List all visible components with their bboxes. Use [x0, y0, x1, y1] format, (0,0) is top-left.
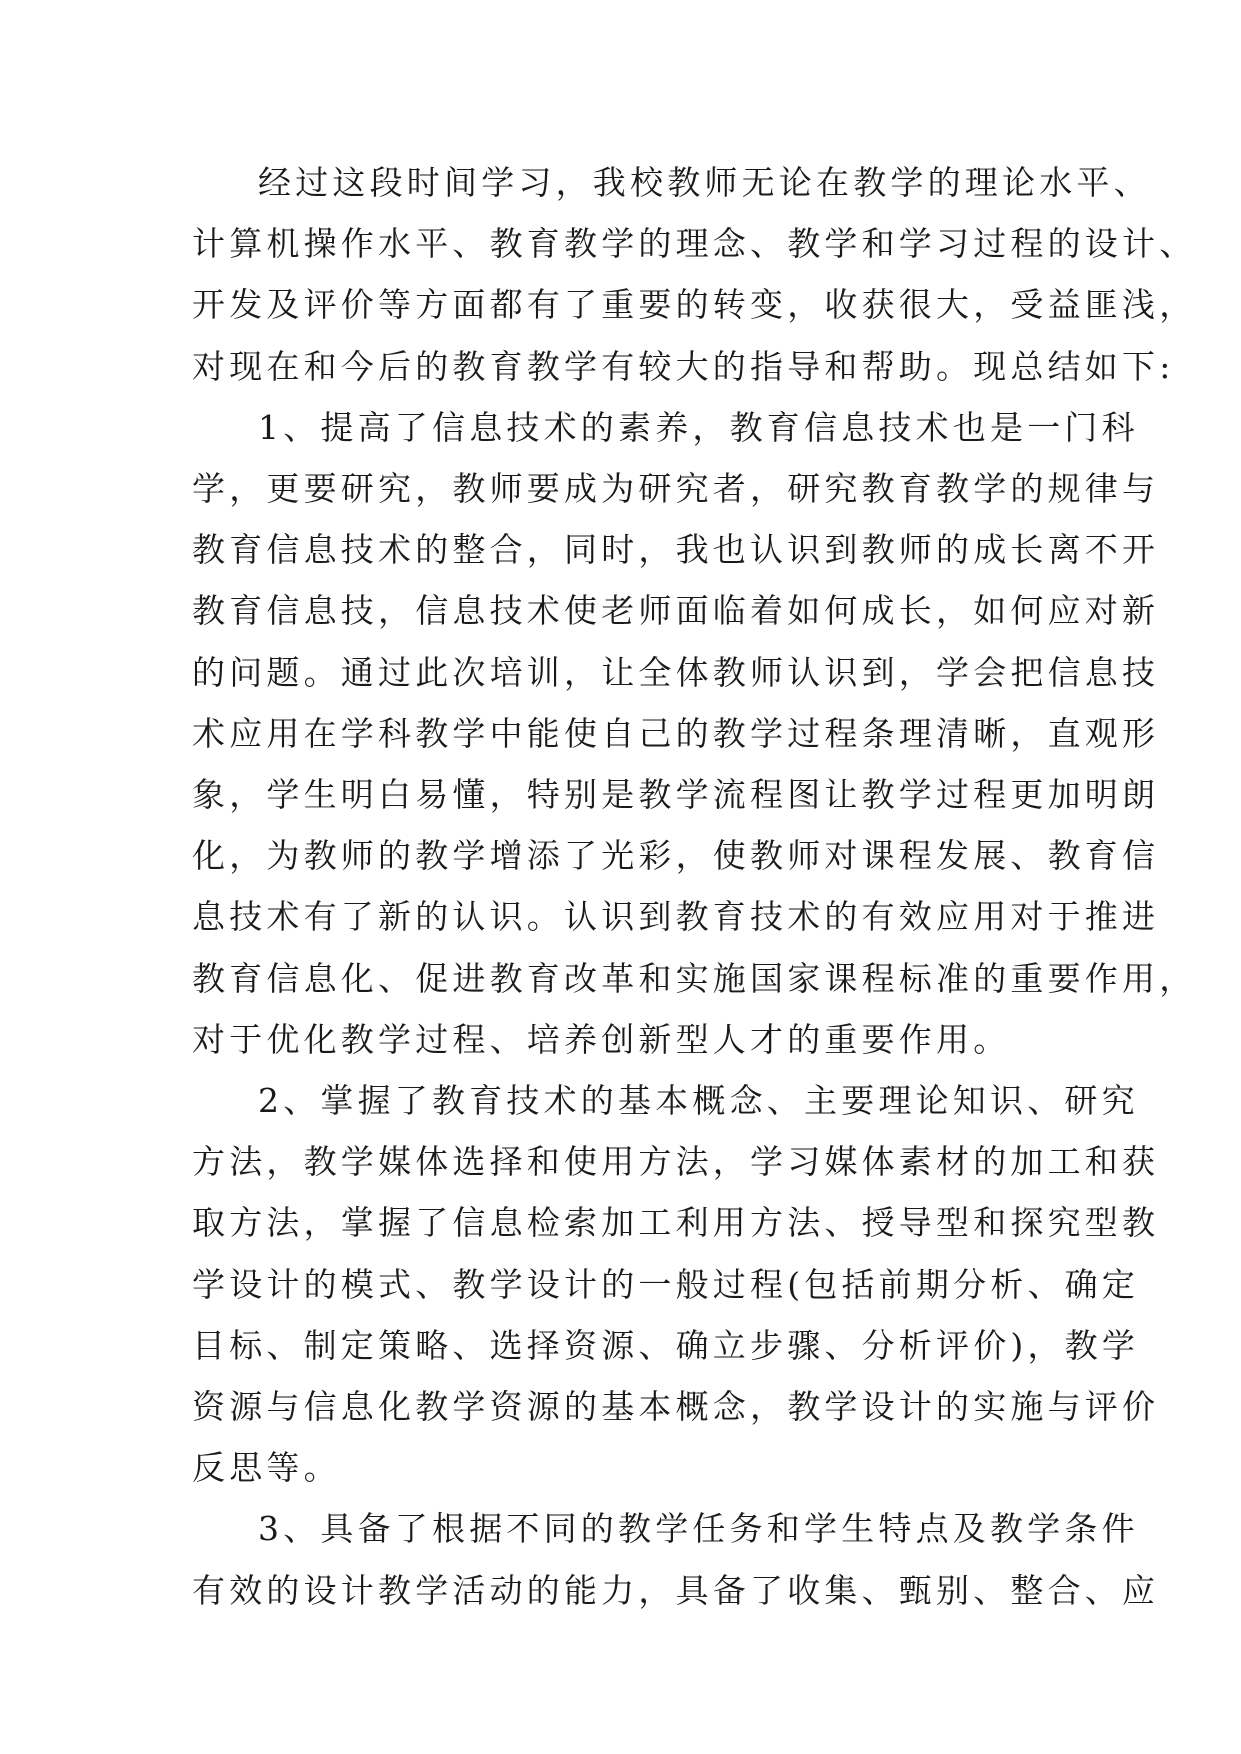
text-line: 计算机操作水平、教育教学的理念、教学和学习过程的设计、 [192, 224, 1197, 264]
text-line: 1、提高了信息技术的素养，教育信息技术也是一门科 [258, 407, 1139, 447]
document-body [192, 152, 1197, 1621]
text-line: 经过这段时间学习，我校教师无论在教学的理论水平、 [258, 163, 1151, 202]
text-line: 的问题。通过此次培训，让全体教师认识到，学会把信息技 [192, 652, 1160, 692]
text-line: 学，更要研究，教师要成为研究者，研究教育教学的规律与 [192, 469, 1160, 509]
text-line: 息技术有了新的认识。认识到教育技术的有效应用对于推进 [192, 897, 1160, 937]
text-line: 反思等。 [192, 1448, 341, 1488]
text-line: 3、具备了根据不同的教学任务和学生特点及教学条件 [258, 1509, 1139, 1549]
text-line: 目标、制定策略、选择资源、确立步骤、分析评价)，教学 [192, 1325, 1140, 1365]
text-line: 化，为教师的教学增添了光彩，使教师对课程发展、教育信 [192, 836, 1160, 876]
text-line: 教育信息技术的整合，同时，我也认识到教师的成长离不开 [192, 530, 1160, 570]
paragraph-point-1 [192, 397, 1197, 1070]
text-line: 对现在和今后的教育教学有较大的指导和帮助。现总结如下: [192, 346, 1175, 386]
text-line: 教育信息技，信息技术使老师面临着如何成长，如何应对新 [192, 591, 1160, 631]
paragraph-intro [192, 152, 1197, 397]
paragraph-point-2 [192, 1070, 1160, 1498]
text-line: 方法，教学媒体选择和使用方法，学习媒体素材的加工和获 [192, 1142, 1160, 1182]
text-line: 开发及评价等方面都有了重要的转变，收获很大，受益匪浅， [192, 285, 1197, 325]
text-line: 教育信息化、促进教育改革和实施国家课程标准的重要作用， [192, 958, 1197, 998]
text-line: 对于优化教学过程、培养创新型人才的重要作用。 [192, 1019, 1011, 1059]
text-line: 有效的设计教学活动的能力，具备了收集、甄别、整合、应 [192, 1570, 1160, 1610]
text-line: 象，学生明白易懂，特别是教学流程图让教学过程更加明朗 [192, 775, 1160, 815]
paragraph-point-3 [192, 1498, 1160, 1620]
text-line: 术应用在学科教学中能使自己的教学过程条理清晰，直观形 [192, 713, 1160, 753]
text-line: 资源与信息化教学资源的基本概念，教学设计的实施与评价 [192, 1387, 1160, 1427]
text-line: 取方法，掌握了信息检索加工利用方法、授导型和探究型教 [192, 1203, 1160, 1243]
text-line: 2、掌握了教育技术的基本概念、主要理论知识、研究 [258, 1081, 1139, 1121]
text-line: 学设计的模式、教学设计的一般过程(包括前期分析、确定 [192, 1264, 1140, 1304]
